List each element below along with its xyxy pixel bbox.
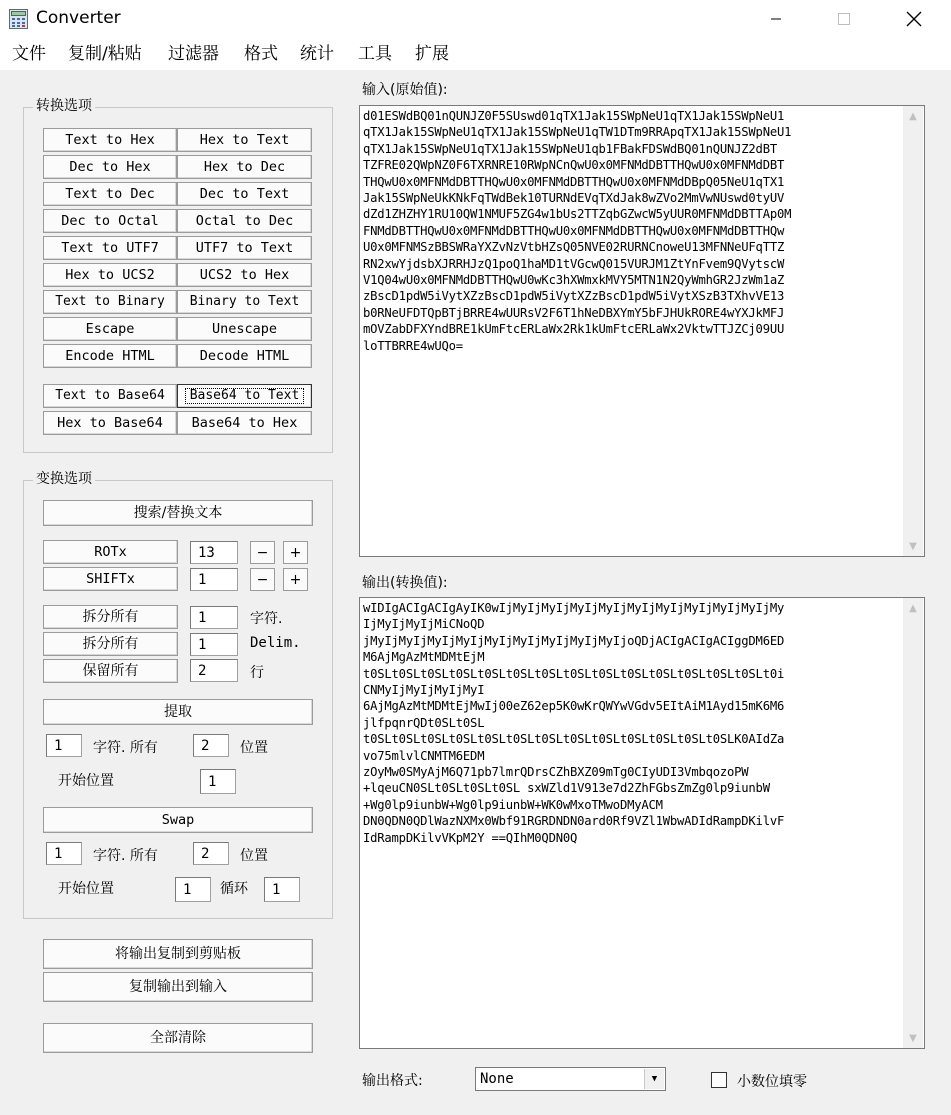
extract-button[interactable]: 提取 [43, 699, 313, 725]
scroll-down-icon[interactable]: ▼ [909, 1032, 917, 1044]
shiftx-minus-button[interactable]: − [250, 568, 275, 591]
output-text-line: DN0QDN0QDlWazNXMx0Wbf91RGRDNDN0ard0Rf9VZl1WbwADIdRampDKilvF [363, 814, 785, 829]
output-text-line: t0SLt0SLt0SLt0SLt0SLt0SLt0SLt0SLt0SLt0SLt0SLt0SLt0SLK0AIdZa [363, 732, 785, 747]
menu-item[interactable]: 统计 [300, 44, 334, 64]
convert-button[interactable] [43, 236, 177, 260]
window-title: Converter [36, 8, 121, 28]
chevron-down-icon[interactable]: ▼ [644, 1069, 664, 1089]
menu-item[interactable]: 扩展 [415, 44, 449, 64]
copy-to-clipboard-button[interactable]: 将输出复制到剪贴板 [43, 939, 313, 969]
convert-button[interactable] [177, 209, 312, 233]
convert-button[interactable] [43, 263, 177, 287]
split-chars-unit: 字符. [250, 611, 283, 627]
swap-button[interactable]: Swap [43, 807, 313, 833]
output-text-line: M6AjMgAzMtMDMtEjM [363, 650, 485, 665]
output-format-select[interactable] [475, 1067, 666, 1091]
convert-button-label: Dec to Hex [69, 159, 151, 175]
convert-options-title: 转换选项 [33, 98, 95, 114]
shiftx-value-field[interactable]: 1 [190, 568, 238, 591]
output-text-line: +Wg0lp9iunbW+Wg0lp9iunbW+WK0wMxoTMwoDMyACM [363, 797, 663, 812]
convert-button[interactable] [177, 384, 312, 408]
transform-options-title: 变换选项 [33, 471, 95, 487]
swap-position-label: 位置 [240, 848, 268, 864]
output-label: 输出(转换值): [362, 575, 448, 591]
extract-start-field[interactable]: 1 [200, 769, 236, 794]
rotx-plus-button[interactable]: + [283, 541, 308, 564]
swap-position-field[interactable]: 2 [193, 842, 229, 865]
convert-button-label: Decode HTML [199, 348, 290, 364]
pad-zeros-checkbox[interactable] [711, 1072, 727, 1088]
menu-item[interactable]: 工具 [358, 44, 392, 64]
convert-button[interactable] [177, 182, 312, 206]
input-text-line: Jak15SWpNeUkKNkFqTWdBek10TURNdEVqTXdJak8wZVo2MmVwNUswd0tyUV [363, 191, 785, 206]
convert-button[interactable] [177, 263, 312, 287]
menu-item[interactable]: 复制/粘贴 [68, 44, 142, 64]
minimize-button[interactable] [753, 0, 799, 38]
input-label: 输入(原始值): [362, 82, 448, 98]
keep-lines-field[interactable]: 2 [190, 659, 238, 682]
output-text-line: t0SLt0SLt0SLt0SLt0SLt0SLt0SLt0SLt0SLt0SLt0SLt0SLt0SLt0SLt0i [363, 666, 785, 681]
convert-button-label: UTF7 to Text [195, 240, 294, 256]
convert-button-label: Encode HTML [65, 348, 155, 364]
input-text-line: FNMdDBTTHQwU0x0MFNMdDBTTHQwU0x0MFNMdDBTTHQwU0x0MFNMdDBTTHQw [363, 223, 785, 238]
minimize-icon [770, 13, 782, 25]
output-text-line: IjMyIjMyIjMiCNoQD [363, 617, 485, 632]
split-chars-field[interactable]: 1 [190, 606, 238, 629]
convert-button[interactable] [43, 317, 177, 341]
input-text-line: b0RNeUFDTQpBTjBRRE4wUURsV2F6T1hNeDBXYmY5bFJHUkRORE4wYXJkMFJ [363, 305, 785, 320]
scroll-up-icon[interactable]: ▲ [909, 110, 917, 122]
convert-button-label: Text to UTF7 [61, 240, 159, 256]
output-text-line: IdRampDKilvVKpM2Y ==QIhM0QDN0Q [363, 830, 578, 845]
convert-button[interactable] [177, 236, 312, 260]
convert-button[interactable] [43, 411, 177, 435]
input-text-line: mOVZabDFXYndBRE1kUmFtcERLaWx2Rk1kUmFtcERLaWx2VktwTTJZCj09UU [363, 322, 785, 337]
convert-button[interactable] [177, 411, 312, 435]
convert-button[interactable] [43, 384, 177, 408]
shiftx-plus-button[interactable]: + [283, 568, 308, 591]
input-scrollbar[interactable] [903, 106, 923, 556]
extract-count-label: 字符. 所有 [93, 740, 158, 756]
scroll-down-icon[interactable]: ▼ [909, 540, 917, 552]
convert-button[interactable] [43, 209, 177, 233]
convert-button[interactable] [43, 290, 177, 314]
swap-start-field[interactable]: 1 [175, 877, 211, 902]
convert-button[interactable] [177, 155, 312, 179]
split-delim-button[interactable]: 拆分所有 [43, 632, 178, 656]
convert-button-label: Unescape [211, 321, 278, 337]
convert-button[interactable] [43, 344, 177, 368]
calculator-icon [9, 9, 28, 29]
menu-item[interactable]: 格式 [244, 44, 278, 64]
output-textarea[interactable] [359, 597, 925, 1049]
clear-all-button[interactable]: 全部清除 [43, 1023, 313, 1053]
rotx-minus-button[interactable]: − [250, 541, 275, 564]
copy-output-to-input-button[interactable]: 复制输出到输入 [43, 972, 313, 1002]
split-chars-button[interactable]: 拆分所有 [43, 605, 178, 629]
input-text-line: loTTBRRE4wUQo= [363, 338, 463, 353]
scroll-up-icon[interactable]: ▲ [909, 602, 917, 614]
menu-item[interactable]: 过滤器 [168, 44, 219, 64]
input-text-line: zBscD1pdW5iVytXZzBscD1pdW5iVytXZzBscD1pdW5iVytXSzB3TXhvVE13 [363, 289, 785, 304]
convert-button-label: Base64 to Text [186, 389, 304, 403]
shiftx-button[interactable]: SHIFTx [43, 567, 178, 591]
input-text-line: THQwU0x0MFNMdDBTTHQwU0x0MFNMdDBTTHQwU0x0MFNMdDBpQ05NeU1qTX1 [363, 174, 785, 189]
output-text-line: CNMyIjMyIjMyIjMyI [363, 683, 485, 698]
output-text-line: zOyMw0SMyAjM6Q71pb7lmrQDrsCZhBXZ09mTg0CIyUDI3VmbqozoPW [363, 765, 749, 780]
convert-button[interactable] [177, 128, 312, 152]
extract-position-label: 位置 [240, 740, 268, 756]
close-button[interactable] [891, 0, 937, 38]
output-format-label: 输出格式: [362, 1073, 423, 1089]
input-text-line: TZFRE02QWpNZ0F6TXRNRE10RWpNCnQwU0x0MFNMdDBTTHQwU0x0MFNMdDBT [363, 158, 785, 173]
convert-button-label: Text to Dec [65, 186, 155, 202]
convert-button[interactable] [177, 317, 312, 341]
extract-position-field[interactable]: 2 [193, 734, 229, 757]
convert-button[interactable] [177, 344, 312, 368]
convert-button-label: Base64 to Hex [191, 415, 298, 431]
close-icon [906, 11, 922, 27]
swap-start-label: 开始位置 [58, 881, 114, 897]
input-text-line: qTX1Jak15SWpNeU1qTX1Jak15SWpNeU1qTW1DTm9RRApqTX1Jak15SWpNeU1 [363, 125, 792, 140]
output-text-line: 6AjMgAzMtMDMtEjMwIj00eZ62ep5K0wKrQWYwVGdv5EItAiM1Ayd15mK6M6 [363, 699, 785, 714]
input-text-line: V1Q04wU0x0MFNMdDBTTHQwU0wKc3hXWmxkMVY5MTN1N2QyWmhGR2JzWm1aZ [363, 273, 785, 288]
convert-button[interactable] [177, 290, 312, 314]
convert-button-label: Hex to Dec [203, 159, 286, 175]
convert-button[interactable] [43, 128, 177, 152]
input-text-line: dZd1ZHZHY1RU10QW1NMUF5ZG4w1bUs2TTZqbGZwcW5yUUR0MFNMdDBTTAp0M [363, 207, 792, 222]
input-text-line: d01ESWdBQ01nQUNJZ0F5SUswd01qTX1Jak15SWpNeU1qTX1Jak15SWpNeU1 [363, 109, 785, 123]
input-text-line: qTX1Jak15SWpNeU1qTX1Jak15SWpNeU1qb1FBakFDSWdBQ01nQUNJZ2dBT [363, 141, 777, 156]
split-delim-field[interactable]: 1 [190, 633, 238, 656]
rotx-value-field[interactable]: 13 [190, 541, 238, 564]
output-text-line: jlfpqnrQDt0SLt0SL [363, 715, 485, 730]
output-text-line: vo75mlvlCNMTM6EDM [363, 748, 485, 763]
convert-button-label: Escape [85, 321, 135, 337]
convert-button-label: UCS2 to Hex [199, 267, 290, 283]
swap-count-label: 字符. 所有 [93, 848, 158, 864]
extract-count-field[interactable]: 1 [46, 734, 82, 757]
output-text-line: wIDIgACIgACIgAyIK0wIjMyIjMyIjMyIjMyIjMyIjMyIjMyIjMyIjMyIjMy [363, 601, 785, 615]
swap-loop-label: 循环 [220, 881, 248, 897]
keep-lines-button[interactable]: 保留所有 [43, 659, 178, 683]
convert-button[interactable] [43, 155, 177, 179]
output-text-line: jMyIjMyIjMyIjMyIjMyIjMyIjMyIjMyIjMyIjoQDjACIgACIgACIggDM6ED [363, 633, 785, 648]
extract-start-label: 开始位置 [58, 773, 114, 789]
search-replace-button[interactable]: 搜索/替换文本 [43, 500, 313, 526]
input-text-line: RN2xwYjdsbXJRRHJzQ1poQ1haMD1tVGcwQ015VURJM1ZtYnFvem9QVytscW [363, 256, 785, 271]
keep-lines-unit: 行 [250, 665, 264, 681]
convert-button-label: Hex to Base64 [57, 415, 163, 431]
split-delim-unit: Delim. [250, 635, 301, 651]
convert-button-label: Dec to Text [199, 186, 290, 202]
convert-button-label: Text to Hex [65, 132, 155, 148]
convert-button-label: Octal to Dec [195, 213, 294, 229]
swap-count-field[interactable]: 1 [46, 842, 82, 865]
convert-button-label: Text to Binary [55, 294, 165, 309]
output-format-value: None [480, 1071, 514, 1087]
output-scrollbar[interactable] [903, 598, 923, 1048]
maximize-button[interactable] [821, 0, 867, 38]
menu-item[interactable]: 文件 [12, 44, 46, 64]
convert-button-label: Hex to Text [199, 132, 290, 148]
swap-loop-field[interactable]: 1 [264, 877, 300, 902]
input-textarea[interactable] [359, 105, 925, 557]
convert-button-label: Binary to Text [189, 294, 300, 309]
rotx-button[interactable]: ROTx [43, 540, 178, 564]
convert-button[interactable] [43, 182, 177, 206]
menu-bar [0, 38, 951, 70]
output-text-line: +lqeuCN0SLt0SLt0SLt0SL sxWZld1V913e7d2ZhFGbsZmZg0lp9iunbW [363, 781, 770, 796]
input-text-line: U0x0MFNMSzBBSWRaYXZvNzVtbHZsQ05NVE02RURNCnoweU13MFNNeUFqTTZ [363, 240, 785, 255]
maximize-icon [837, 12, 851, 26]
title-bar [0, 0, 951, 38]
convert-button-label: Text to Base64 [55, 388, 165, 403]
pad-zeros-label: 小数位填零 [737, 1074, 807, 1090]
convert-button-label: Dec to Octal [61, 213, 159, 229]
convert-button-label: Hex to UCS2 [65, 267, 155, 283]
